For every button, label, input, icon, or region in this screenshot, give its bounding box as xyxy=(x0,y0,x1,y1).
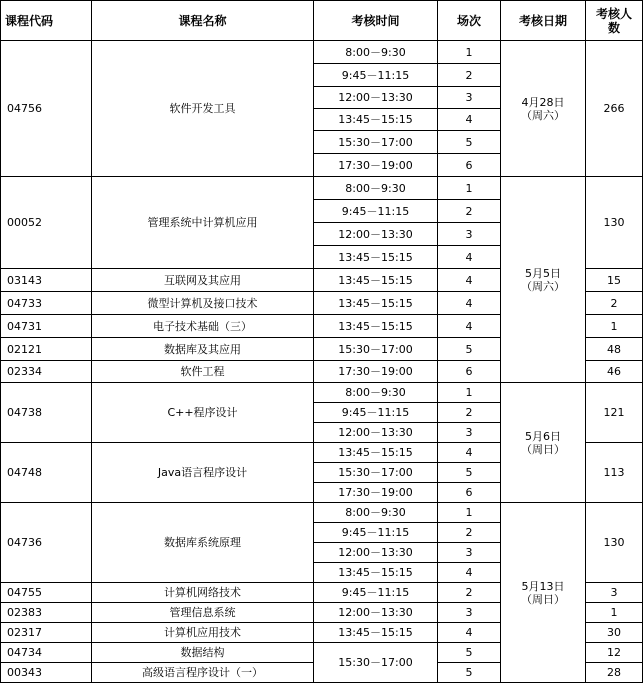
exam-date xyxy=(501,177,586,383)
exam-time: 13:45－15:15 xyxy=(314,269,438,292)
course-code: 02383 xyxy=(1,603,92,623)
exam-time: 9:45－11:15 xyxy=(314,64,438,87)
session-number: 4 xyxy=(438,623,501,643)
exam-count: 266 xyxy=(586,41,643,177)
session-number: 2 xyxy=(438,64,501,87)
exam-count: 28 xyxy=(586,663,643,683)
header-row xyxy=(1,1,643,41)
exam-date xyxy=(501,503,586,683)
exam-time: 15:30－17:00 xyxy=(314,338,438,361)
exam-count: 3 xyxy=(586,583,643,603)
course-name: 数据库及其应用 xyxy=(92,338,314,361)
exam-count: 48 xyxy=(586,338,643,361)
exam-date-line2: （周六） xyxy=(521,279,565,293)
exam-count: 1 xyxy=(586,315,643,338)
course-name: 数据结构 xyxy=(92,643,314,663)
session-number: 4 xyxy=(438,443,501,463)
header-code: 课程代码 xyxy=(1,1,92,41)
header-date: 考核日期 xyxy=(501,1,586,41)
session-number: 1 xyxy=(438,41,501,64)
exam-count: 15 xyxy=(586,269,643,292)
exam-time: 17:30－19:00 xyxy=(314,361,438,383)
course-code: 00052 xyxy=(1,177,92,269)
exam-time: 15:30－17:00 xyxy=(314,131,438,154)
exam-time: 12:00－13:30 xyxy=(314,223,438,246)
session-number: 3 xyxy=(438,87,501,109)
exam-time: 17:30－19:00 xyxy=(314,483,438,503)
session-number: 6 xyxy=(438,361,501,383)
course-name: 数据库系统原理 xyxy=(92,503,314,583)
exam-time: 12:00－13:30 xyxy=(314,87,438,109)
course-code: 02121 xyxy=(1,338,92,361)
course-code: 02317 xyxy=(1,623,92,643)
session-number: 4 xyxy=(438,563,501,583)
course-code: 02334 xyxy=(1,361,92,383)
exam-time: 9:45－11:15 xyxy=(314,403,438,423)
header-time: 考核时间 xyxy=(314,1,438,41)
session-number: 3 xyxy=(438,603,501,623)
exam-time: 17:30－19:00 xyxy=(314,154,438,177)
session-number: 4 xyxy=(438,269,501,292)
course-name: Java语言程序设计 xyxy=(92,443,314,503)
session-number: 1 xyxy=(438,177,501,200)
session-number: 5 xyxy=(438,643,501,663)
table-row xyxy=(1,383,643,403)
exam-time: 12:00－13:30 xyxy=(314,543,438,563)
exam-count: 121 xyxy=(586,383,643,443)
exam-time: 15:30－17:00 xyxy=(314,463,438,483)
course-name: 计算机网络技术 xyxy=(92,583,314,603)
header-name: 课程名称 xyxy=(92,1,314,41)
session-number: 5 xyxy=(438,663,501,683)
exam-date-line2: （周日） xyxy=(521,592,565,606)
session-number: 3 xyxy=(438,223,501,246)
session-number: 2 xyxy=(438,523,501,543)
course-name: 计算机应用技术 xyxy=(92,623,314,643)
course-name: 软件工程 xyxy=(92,361,314,383)
exam-count: 130 xyxy=(586,177,643,269)
exam-time: 9:45－11:15 xyxy=(314,583,438,603)
exam-date-line1: 5月5日 xyxy=(525,266,561,280)
course-code: 04733 xyxy=(1,292,92,315)
session-number: 1 xyxy=(438,503,501,523)
session-number: 2 xyxy=(438,403,501,423)
exam-time: 13:45－15:15 xyxy=(314,292,438,315)
exam-count: 113 xyxy=(586,443,643,503)
session-number: 2 xyxy=(438,200,501,223)
session-number: 3 xyxy=(438,543,501,563)
exam-time: 13:45－15:15 xyxy=(314,563,438,583)
exam-time: 9:45－11:15 xyxy=(314,523,438,543)
course-code: 04734 xyxy=(1,643,92,663)
header-session: 场次 xyxy=(438,1,501,41)
session-number: 4 xyxy=(438,315,501,338)
table-row xyxy=(1,177,643,200)
exam-count: 46 xyxy=(586,361,643,383)
exam-date-line1: 4月28日 xyxy=(521,95,565,109)
course-code: 04756 xyxy=(1,41,92,177)
exam-time: 8:00－9:30 xyxy=(314,41,438,64)
session-number: 5 xyxy=(438,131,501,154)
session-number: 5 xyxy=(438,338,501,361)
exam-time: 9:45－11:15 xyxy=(314,200,438,223)
course-name: 互联网及其应用 xyxy=(92,269,314,292)
exam-count: 30 xyxy=(586,623,643,643)
session-number: 4 xyxy=(438,246,501,269)
session-number: 6 xyxy=(438,483,501,503)
course-name: 管理信息系统 xyxy=(92,603,314,623)
course-code: 04731 xyxy=(1,315,92,338)
session-number: 4 xyxy=(438,109,501,131)
course-code: 04738 xyxy=(1,383,92,443)
session-number: 2 xyxy=(438,583,501,603)
table-row xyxy=(1,41,643,64)
exam-time: 13:45－15:15 xyxy=(314,315,438,338)
exam-time: 12:00－13:30 xyxy=(314,423,438,443)
exam-date xyxy=(501,41,586,177)
table-row xyxy=(1,503,643,523)
course-name: 电子技术基础（三） xyxy=(92,315,314,338)
exam-time: 8:00－9:30 xyxy=(314,503,438,523)
course-code: 04748 xyxy=(1,443,92,503)
exam-date-line1: 5月6日 xyxy=(525,429,561,443)
exam-time: 8:00－9:30 xyxy=(314,177,438,200)
course-code: 03143 xyxy=(1,269,92,292)
exam-count: 130 xyxy=(586,503,643,583)
course-name: 微型计算机及接口技术 xyxy=(92,292,314,315)
exam-date-line1: 5月13日 xyxy=(521,579,565,593)
exam-time: 13:45－15:15 xyxy=(314,443,438,463)
header-count-line1: 考核人 xyxy=(595,6,632,21)
exam-date-line2: （周六） xyxy=(521,108,565,122)
exam-time: 8:00－9:30 xyxy=(314,383,438,403)
course-name: 管理系统中计算机应用 xyxy=(92,177,314,269)
session-number: 6 xyxy=(438,154,501,177)
session-number: 4 xyxy=(438,292,501,315)
exam-time: 13:45－15:15 xyxy=(314,623,438,643)
course-code: 00343 xyxy=(1,663,92,683)
session-number: 3 xyxy=(438,423,501,443)
course-code: 04736 xyxy=(1,503,92,583)
course-name: C++程序设计 xyxy=(92,383,314,443)
exam-time: 15:30－17:00 xyxy=(314,643,438,683)
exam-date-line2: （周日） xyxy=(521,442,565,456)
header-count xyxy=(586,1,643,41)
session-number: 1 xyxy=(438,383,501,403)
course-name: 软件开发工具 xyxy=(92,41,314,177)
exam-time: 12:00－13:30 xyxy=(314,603,438,623)
exam-time: 13:45－15:15 xyxy=(314,246,438,269)
exam-count: 12 xyxy=(586,643,643,663)
exam-date xyxy=(501,383,586,503)
exam-count: 1 xyxy=(586,603,643,623)
exam-time: 13:45－15:15 xyxy=(314,109,438,131)
course-name: 高级语言程序设计（一） xyxy=(92,663,314,683)
session-number: 5 xyxy=(438,463,501,483)
header-count-line2: 数 xyxy=(607,20,620,35)
exam-count: 2 xyxy=(586,292,643,315)
course-code: 04755 xyxy=(1,583,92,603)
